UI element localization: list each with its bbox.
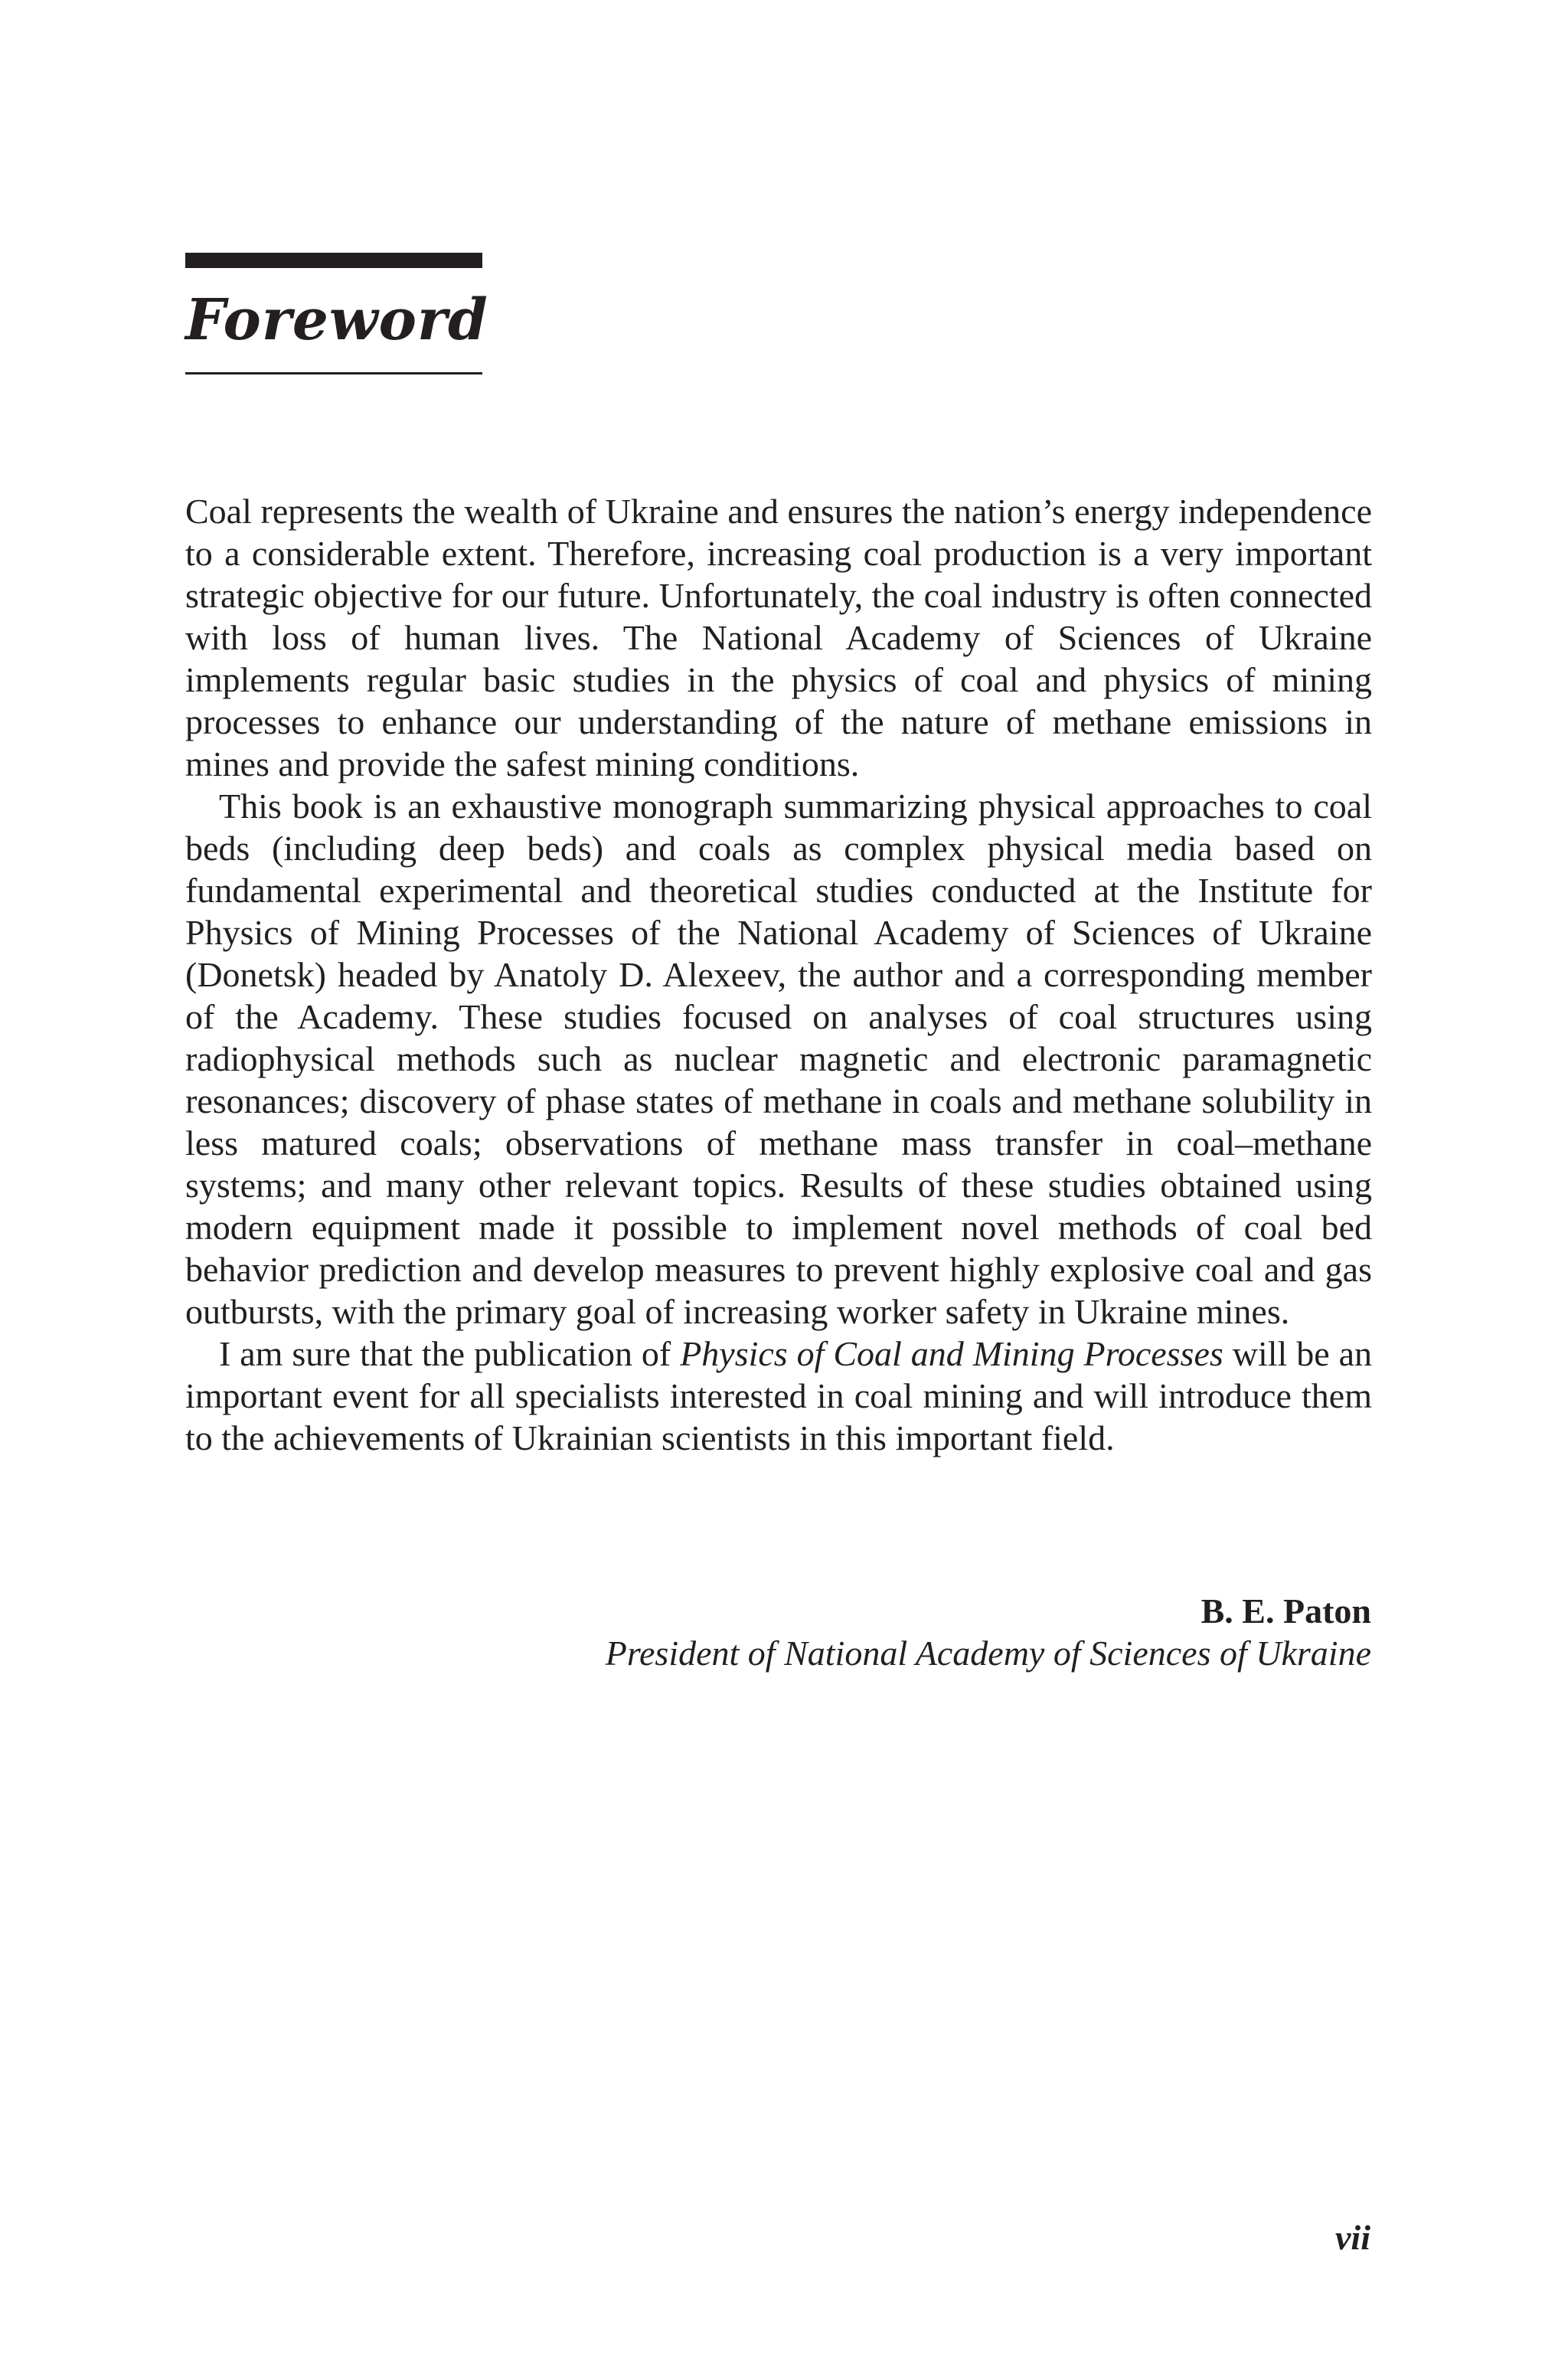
paragraph-3: [185, 1333, 1372, 1459]
signatory-role: President of National Academy of Sciences of Ukraine: [605, 1634, 1371, 1673]
chapter-title: Foreword: [185, 287, 488, 353]
paragraph-2: This book is an exhaustive monograph summarizing physical approaches to coal beds (including deep beds) and coals as complex physical media based on fundamental experimental and theoretical studies conducted at the Institute for Physics of Mining Processes of the National Academy of Sciences of Ukraine (Donetsk) headed by Anatoly D. Alexeev, the author and a corresponding member of the Academy. These studies focused on analyses of coal structures using radiophysical methods such as nuclear magnetic and electronic paramagnetic resonances; discovery of phase states of methane in coals and methane solubility in less matured coals; observations of methane mass transfer in coal–methane systems; and many other relevant topics. Results of these studies obtained using modern equipment made it possible to implement novel methods of coal bed behavior prediction and develop measures to prevent highly explosive coal and gas outbursts, with the primary goal of increasing worker safety in Ukraine mines.: [185, 787, 1372, 1331]
page-number: vii: [1335, 2218, 1370, 2257]
chapter-heading: [185, 253, 488, 374]
heading-underline: [185, 372, 482, 374]
paragraph-3-lead: I am sure that the publication of: [219, 1334, 681, 1373]
signatory-name: B. E. Paton: [1200, 1591, 1371, 1630]
signature-block: [606, 1590, 1371, 1674]
heading-top-bar: [185, 253, 482, 268]
book-title: Physics of Coal and Mining Processes: [680, 1334, 1223, 1373]
foreword-body: [185, 490, 1372, 1459]
paragraph-1: Coal represents the wealth of Ukraine and ensures the nation’s energy independence to a considerable extent. Therefore, increasing coal production is a very important strategic objective for our future. Unfortunately, the coal industry is often connected with loss of human lives. The National Academy of Sciences of Ukraine implements regular basic studies in the physics of coal and physics of mining processes to enhance our understanding of the nature of methane emissions in mines and provide the safest mining conditions.: [185, 492, 1372, 783]
paragraph-3-rest: will be an important event for all specialists interested in coal mining and will introduce them to the achievements of Ukrainian scientists in this important field.: [185, 1334, 1372, 1457]
